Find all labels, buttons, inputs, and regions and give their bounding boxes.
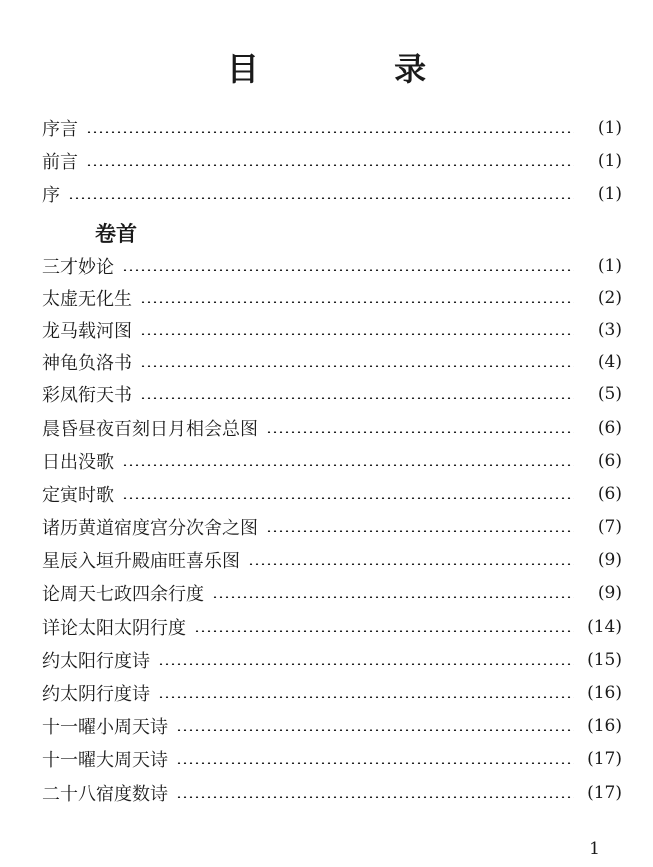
leader-dots <box>140 397 574 399</box>
toc-entry-label: 太虚无化生 <box>42 289 132 310</box>
toc-entry <box>42 511 622 543</box>
toc-entry-page: (6) <box>597 418 622 438</box>
toc-entry <box>42 314 622 346</box>
toc-entry-page: (6) <box>597 451 622 471</box>
toc-entry <box>42 677 622 709</box>
toc-entry-label: 序言 <box>42 119 78 140</box>
leader-dots <box>266 431 574 433</box>
toc-entry-label: 晨昏昼夜百刻日月相会总图 <box>42 419 258 440</box>
leader-dots <box>122 497 574 499</box>
toc-entry <box>42 644 622 676</box>
toc-entry <box>42 577 622 609</box>
leader-dots <box>86 131 574 133</box>
toc-entry-page: (16) <box>587 716 622 736</box>
toc-entry <box>42 378 622 410</box>
toc-entry-page: (6) <box>597 484 622 504</box>
toc-entry-page: (1) <box>597 184 622 204</box>
toc-entry-page: (5) <box>597 384 622 404</box>
toc-entry <box>42 178 622 210</box>
toc-entry <box>42 445 622 477</box>
toc-entry-label: 约太阳行度诗 <box>42 651 150 672</box>
toc-entry-label: 论周天七政四余行度 <box>42 584 204 605</box>
toc-entry-page: (15) <box>587 650 622 670</box>
toc-entry-label: 龙马载河图 <box>42 321 132 342</box>
toc-entry-page: (1) <box>597 256 622 276</box>
toc-entry-label: 二十八宿度数诗 <box>42 784 168 805</box>
toc-entry-label: 诸历黄道宿度宫分次舍之图 <box>42 518 258 539</box>
toc-entry <box>42 611 622 643</box>
toc-entry-label: 十一曜大周天诗 <box>42 750 168 771</box>
toc-entry <box>42 346 622 378</box>
toc-entry <box>42 145 622 177</box>
toc-entry-page: (1) <box>597 118 622 138</box>
section-heading: 卷首 <box>95 222 137 246</box>
toc-entry-label: 定寅时歌 <box>42 485 114 506</box>
toc-entry-label: 前言 <box>42 152 78 173</box>
leader-dots <box>140 365 574 367</box>
toc-entry <box>42 250 622 282</box>
toc-entry-page: (2) <box>597 288 622 308</box>
toc-entry <box>42 710 622 742</box>
toc-entry-label: 约太阴行度诗 <box>42 684 150 705</box>
leader-dots <box>266 530 574 532</box>
toc-entry-page: (9) <box>597 550 622 570</box>
toc-entry-label: 星辰入垣升殿庙旺喜乐图 <box>42 551 240 572</box>
toc-entry <box>42 777 622 809</box>
leader-dots <box>212 596 574 598</box>
leader-dots <box>176 762 574 764</box>
toc-entry-label: 神龟负洛书 <box>42 353 132 374</box>
leader-dots <box>158 663 574 665</box>
leader-dots <box>68 197 574 199</box>
leader-dots <box>140 301 574 303</box>
page-number: 1 <box>589 839 600 859</box>
toc-entry <box>42 112 622 144</box>
toc-entry-page: (14) <box>587 617 622 637</box>
toc-entry-label: 三才妙论 <box>42 257 114 278</box>
toc-entry <box>42 544 622 576</box>
toc-entry-page: (17) <box>587 749 622 769</box>
leader-dots <box>86 164 574 166</box>
leader-dots <box>158 696 574 698</box>
toc-entry-page: (1) <box>597 151 622 171</box>
leader-dots <box>122 269 574 271</box>
toc-entry-page: (9) <box>597 583 622 603</box>
toc-entry-label: 彩凤衔天书 <box>42 385 132 406</box>
leader-dots <box>140 333 574 335</box>
toc-entry <box>42 743 622 775</box>
toc-entry-page: (3) <box>597 320 622 340</box>
toc-entry-page: (7) <box>597 517 622 537</box>
leader-dots <box>248 563 574 565</box>
toc-entry <box>42 282 622 314</box>
leader-dots <box>176 729 574 731</box>
leader-dots <box>176 796 574 798</box>
toc-entry <box>42 412 622 444</box>
leader-dots <box>194 630 574 632</box>
toc-entry-label: 日出没歌 <box>42 452 114 473</box>
toc-entry-label: 详论太阳太阴行度 <box>42 618 186 639</box>
page-title: 目 录 <box>226 50 489 88</box>
toc-entry-page: (16) <box>587 683 622 703</box>
leader-dots <box>122 464 574 466</box>
toc-entry-label: 序 <box>42 185 60 206</box>
toc-entry-label: 十一曜小周天诗 <box>42 717 168 738</box>
toc-entry-page: (17) <box>587 783 622 803</box>
toc-entry <box>42 478 622 510</box>
toc-entry-page: (4) <box>597 352 622 372</box>
